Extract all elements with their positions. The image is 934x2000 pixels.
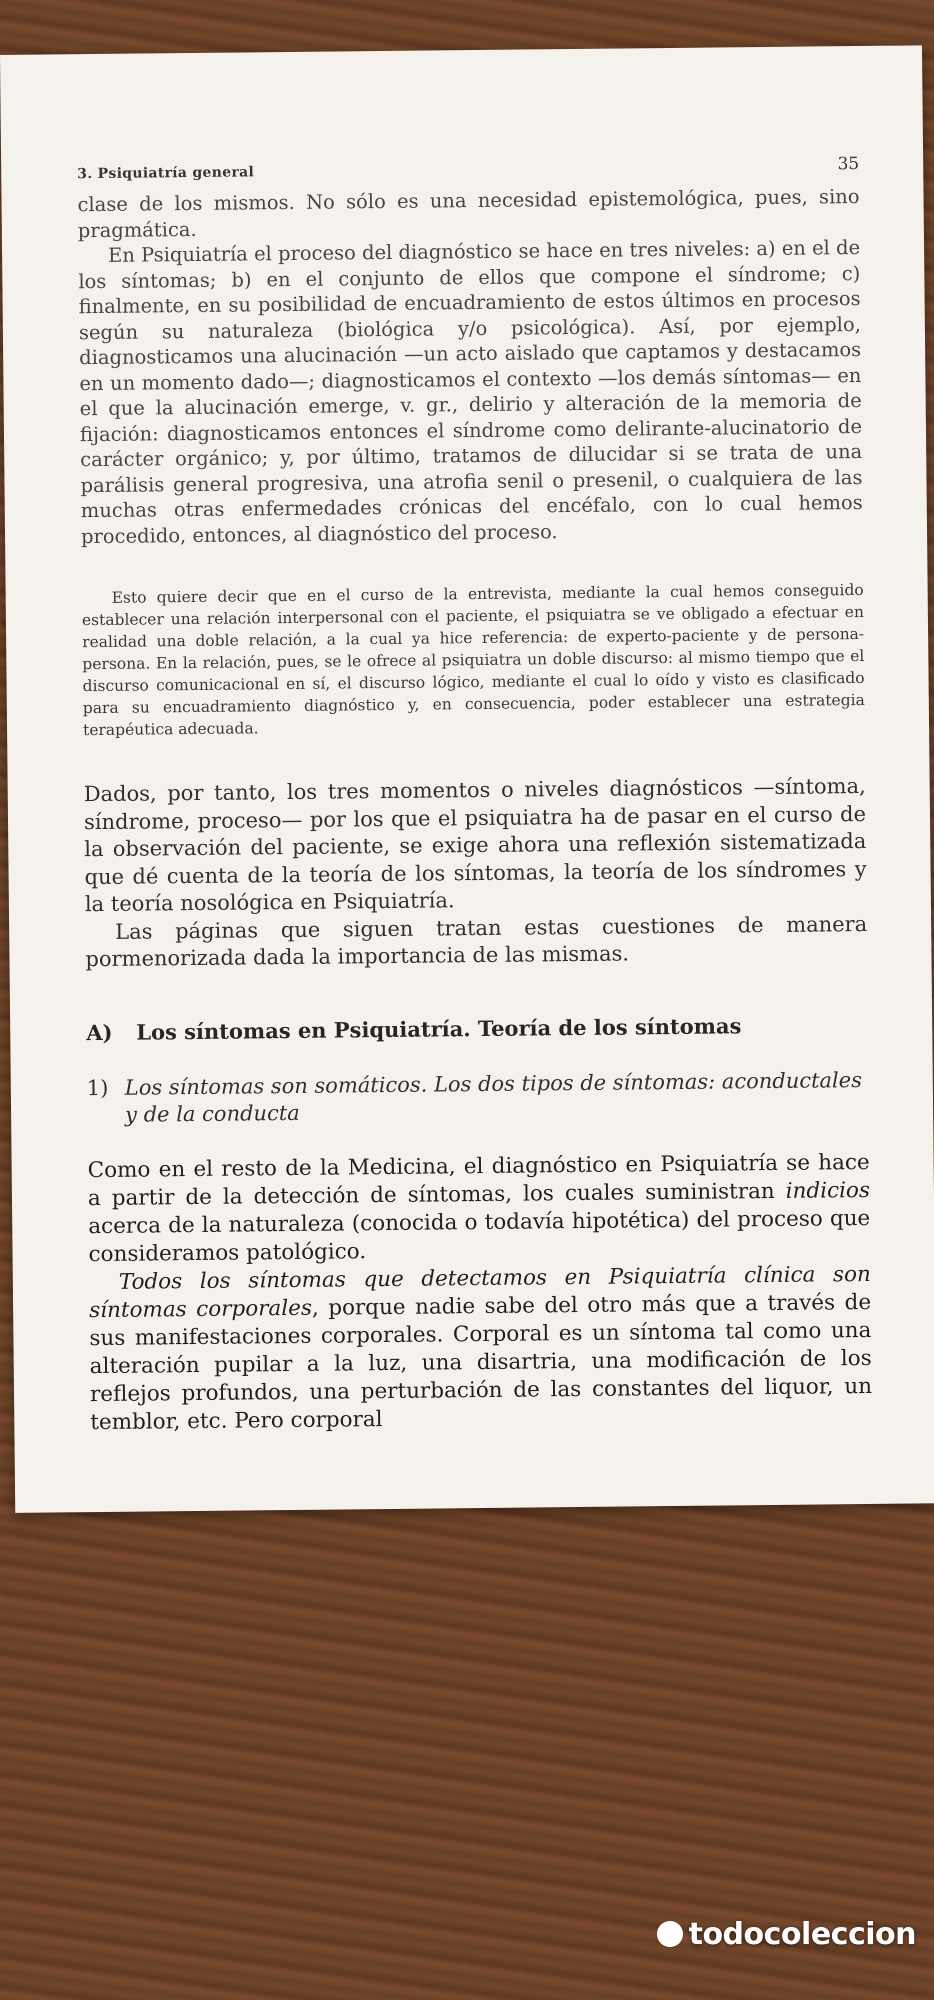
text-run: Como en el resto de la Medicina, el diagnóstico en Psiquiatría se hace a partir de la detección de síntomas, los cuales suministran [87,1149,870,1211]
paragraph [89,1260,873,1436]
text-run: , porque nadie sabe del otro más que a través de sus manifestaciones corporales. Corporal es un síntoma tal como una alteración pupilar a la luz, una disartria, una modificación de los reflejos profundos, una perturbación de las constantes del liquor, un temblor, etc. Pero corporal [89,1289,873,1435]
section-marker: A) [86,1019,113,1045]
block-quote [82,579,866,741]
watermark-text: todocoleccion [688,1917,916,1952]
section-title: Los síntomas en Psiquiatría. Teoría de los síntomas [136,1012,742,1045]
final-section [88,1148,873,1436]
running-head [77,154,859,182]
subsection-heading [87,1066,870,1128]
quote-text: Esto quiere decir que en el curso de la entrevista, mediante la cual hemos conseguido establecer una relación interpersonal con el paciente, el psiquiatra se ve obligado a efectuar en realidad una doble relación, a la cual ya hice referencia: de experto-paciente y de persona-persona. En la relación, pues, se le ofrece al psiquiatra un doble discurso: al mismo tiempo que el discurso comunicacional en sí, el discurso lógico, mediante el cual lo oído y visto es clasificado para su encuadramiento diagnóstico y, en consecuencia, poder establecer una estrategia terapéutica adecuada. [81,580,865,740]
paragraph: clase de los mismos. No sólo es una necesidad epistemológica, pues, sino pragmática. [77,185,860,242]
emphasis: Todos los síntomas que detectamos en Psiquiatría clínica son síntomas corporales [89,1261,871,1323]
paragraph: En Psiquiatría el proceso del diagnóstico se hace en tres niveles: a) en el de los síntomas; b) en el conjunto de ellos que compone el síndrome; c) finalmente, en su posibilidad de encuadramiento de estos últimos en procesos según su naturaleza (biológica y/o psicológica). Así, por ejemplo, diagnosticamos una alucinación —un acto aislado que captamos y destacamos en un momento dado—; diagnosticamos el contexto —los demás síntomas— en el que la alucinación emerge, v. gr., delirio y alteración de la memoria de fijación: diagnosticamos entonces el síndrome como delirante-alucinatorio de carácter orgánico; y, por último, tratamos de dilucidar si se trata de una parálisis general progresiva, una atrofia senil o presenil, o cualquiera de las muchas otras enfermedades crónicas del encéfalo, con lo cual hemos procedido, entonces, al diagnóstico del proceso. [78,236,863,548]
paragraph [88,1148,871,1268]
paragraph: Las páginas que siguen tratan estas cuestiones de manera pormenorizada dada la importancia de las mismas. [85,911,868,972]
watermark [657,1917,916,1952]
paragraph: Dados, por tanto, los tres momentos o niveles diagnósticos —síntoma, síndrome, proceso— por los que el psiquiatra ha de pasar en el curso de la observación del paciente, se exige ahora una reflexión sistematizada que dé cuenta de la teoría de los síntomas, la teoría de los síndromes y la teoría nosológica en Psiquiatría. [83,773,867,917]
subsection-title: Los síntomas son somáticos. Los dos tipos de síntomas: aconductales y de la conducta [124,1067,863,1127]
page-number: 35 [837,154,860,175]
running-title: 3. Psiquiatría general [77,164,255,183]
subsection-number: 1) [86,1075,109,1100]
text-run: acerca de la naturaleza (conocida o todavía hipotética) del proceso que consideramos patológico. [88,1205,871,1267]
summary-section [84,773,868,974]
page-content [77,154,872,1437]
section-heading [86,1011,868,1044]
book-page [0,45,934,1513]
emphasis: indicios [785,1177,871,1204]
watermark-logo-icon [657,1921,683,1947]
